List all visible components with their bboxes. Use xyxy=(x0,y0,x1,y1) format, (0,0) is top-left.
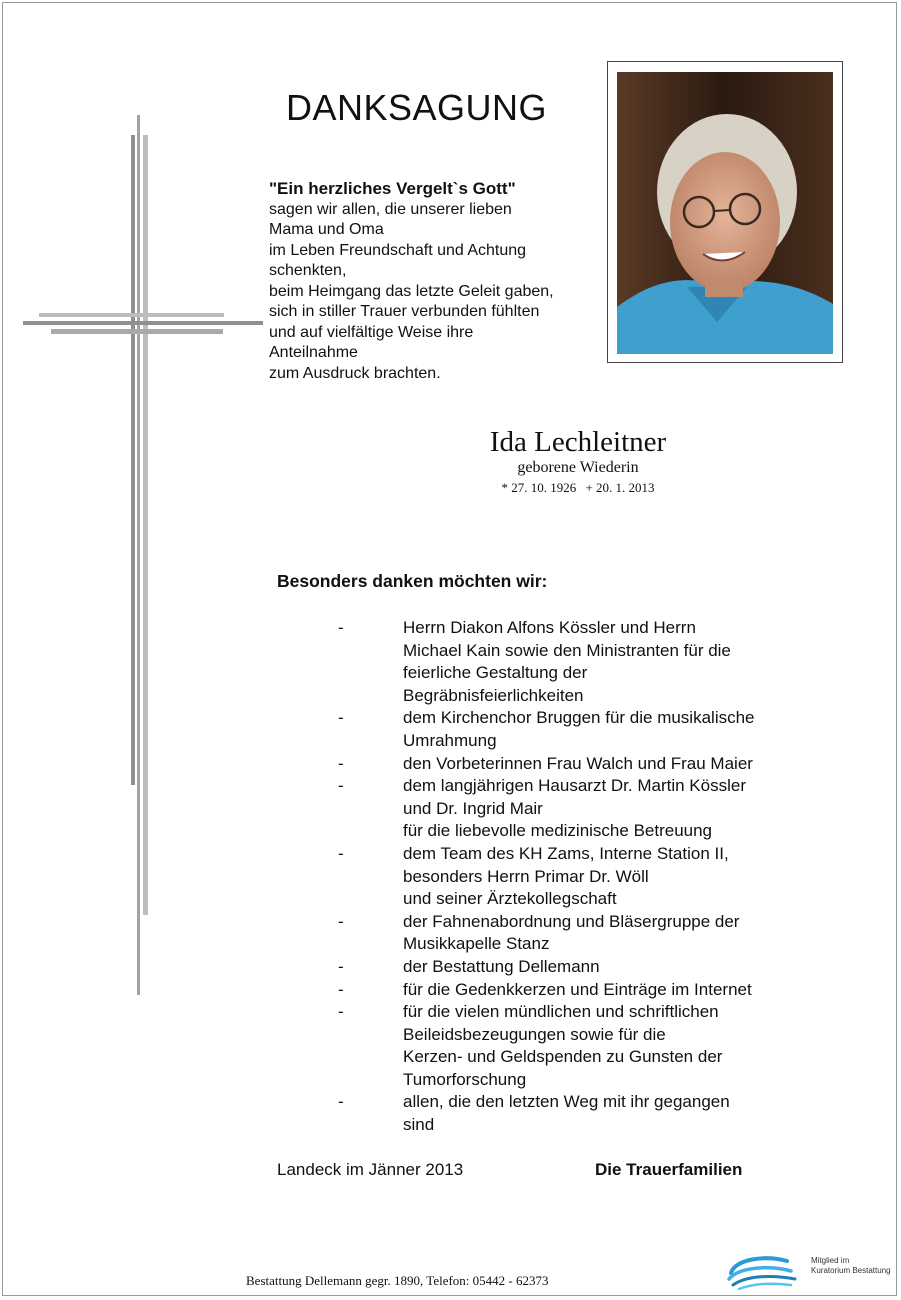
dash-bullet: - xyxy=(338,979,344,999)
birth-name: geborene Wiederin xyxy=(517,459,639,476)
list-item xyxy=(338,979,838,1002)
dash-bullet: - xyxy=(338,753,344,773)
list-item-line: für die Gedenkkerzen und Einträge im Internet xyxy=(403,979,752,999)
list-item-line: Herrn Diakon Alfons Kössler und Herrn xyxy=(403,618,696,637)
list-item-line: für die liebevolle medizinische Betreuung xyxy=(403,821,713,841)
dash-bullet: - xyxy=(338,911,344,931)
list-item xyxy=(338,956,838,979)
list-item-line: sind xyxy=(403,1115,435,1135)
list-item-line: der Bestattung Dellemann xyxy=(403,956,600,976)
logo-line: Mitglied im xyxy=(811,1256,850,1265)
intro-line: beim Heimgang das letzte Geleit gaben, xyxy=(269,282,554,300)
intro-line: zum Ausdruck brachten. xyxy=(269,364,441,382)
list-item-line: Musikkapelle Stanz xyxy=(403,934,550,954)
dash-bullet: - xyxy=(338,843,344,863)
death-date: + 20. 1. 2013 xyxy=(585,480,655,495)
intro-line: im Leben Freundschaft und Achtung xyxy=(269,241,527,259)
list-item xyxy=(338,617,838,707)
intro-line: Anteilnahme xyxy=(269,344,358,361)
list-item xyxy=(338,843,838,911)
list-item-line: feierliche Gestaltung der xyxy=(403,663,588,683)
intro-line: schenkten, xyxy=(269,262,347,279)
list-item-line: Beileidsbezeugungen sowie für die xyxy=(403,1024,666,1044)
cross-icon xyxy=(3,3,273,1003)
deceased-name: Ida Lechleitner xyxy=(489,426,667,458)
dash-bullet: - xyxy=(338,1092,344,1112)
place-date: Landeck im Jänner 2013 xyxy=(277,1160,464,1179)
list-item-line: allen, die den letzten Weg mit ihr gegangen xyxy=(403,1092,730,1112)
intro-lead: "Ein herzliches Vergelt`s Gott" xyxy=(269,179,516,198)
list-item xyxy=(338,707,838,752)
list-item xyxy=(338,1091,838,1136)
logo-line: Kuratorium Bestattung xyxy=(811,1266,891,1275)
list-item-line: dem langjährigen Hausarzt Dr. Martin Kössler xyxy=(403,776,746,796)
list-item xyxy=(338,911,838,956)
intro-text xyxy=(269,179,599,384)
portrait-image xyxy=(617,72,833,354)
intro-line: und auf vielfältige Weise ihre xyxy=(269,323,474,341)
list-item-line: Begräbnisfeierlichkeiten xyxy=(403,685,584,705)
list-item xyxy=(338,1001,838,1091)
obituary-card xyxy=(2,2,897,1296)
dash-bullet: - xyxy=(338,708,344,728)
portrait-photo xyxy=(607,61,843,363)
life-dates xyxy=(473,477,683,499)
intro-line: sich in stiller Trauer verbunden fühlten xyxy=(269,303,540,320)
dash-bullet: - xyxy=(338,956,344,976)
logo-caption xyxy=(811,1256,891,1276)
list-item-line: besonders Herrn Primar Dr. Wöll xyxy=(403,866,649,886)
intro-line: sagen wir allen, die unserer lieben xyxy=(269,200,512,218)
footer-contact: Bestattung Dellemann gegr. 1890, Telefon: 05442 - 62373 xyxy=(246,1273,549,1288)
list-item xyxy=(338,753,838,776)
list-item-line: dem Kirchenchor Bruggen für die musikalische xyxy=(403,708,755,728)
list-item-line: für die vielen mündlichen und schriftlichen xyxy=(403,1002,719,1022)
list-item-line: Tumorforschung xyxy=(403,1069,527,1089)
list-item xyxy=(338,775,838,843)
list-item-line: Kerzen- und Geldspenden zu Gunsten der xyxy=(403,1047,723,1067)
list-item-line: der Fahnenabordnung und Bläsergruppe der xyxy=(403,911,740,931)
list-item-line: den Vorbeterinnen Frau Walch und Frau Maier xyxy=(403,753,753,773)
signature: Die Trauerfamilien xyxy=(595,1160,743,1179)
swirl-logo-icon xyxy=(725,1251,811,1291)
intro-line: Mama und Oma xyxy=(269,221,384,238)
thanks-heading: Besonders danken möchten wir: xyxy=(277,571,548,591)
dash-bullet: - xyxy=(338,776,344,796)
page-title: DANKSAGUNG xyxy=(286,87,548,128)
list-item-line: und Dr. Ingrid Mair xyxy=(403,798,543,818)
list-item-line: dem Team des KH Zams, Interne Station II, xyxy=(403,843,729,863)
list-item-line: und seiner Ärztekollegschaft xyxy=(403,889,617,909)
list-item-line: Umrahmung xyxy=(403,730,497,750)
birth-date: * 27. 10. 1926 xyxy=(501,480,577,495)
dash-bullet: - xyxy=(338,618,344,637)
dash-bullet: - xyxy=(338,1002,344,1022)
list-item-line: Michael Kain sowie den Ministranten für die xyxy=(403,640,731,660)
deceased-info xyxy=(473,425,683,499)
thanks-list xyxy=(338,617,838,1137)
